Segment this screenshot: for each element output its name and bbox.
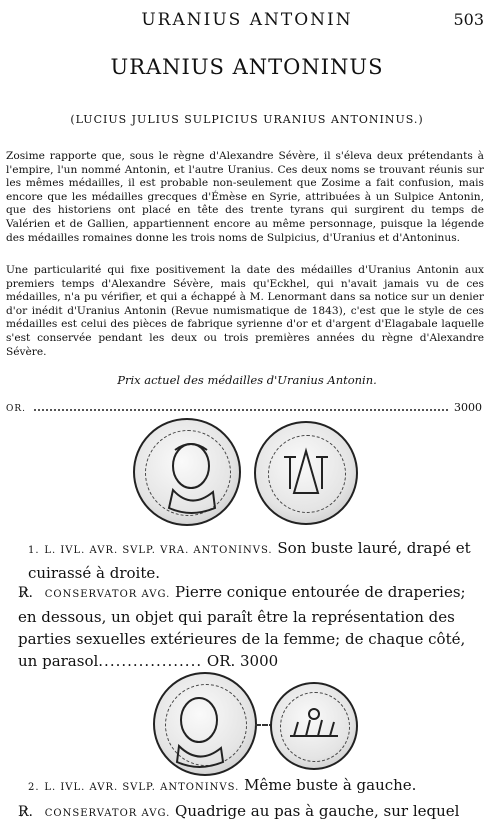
coin-2-reverse-quadriga-icon	[272, 684, 356, 768]
entry-1-reverse-legend: CONSERVATOR AVG.	[44, 589, 171, 600]
paragraph-2	[6, 264, 484, 359]
paragraph-1-text: Zosime rapporte que, sous le règne d'Alexandre Sévère, il s'éleva deux prétendants à l'empire, l'un nommé Antonin, et l'autre Uranius. Ces deux noms se trouvant réunis sur les mêmes médailles, il est probable non-seulement que Zosime a fait confusion, mais encore que les médailles grecques d'Émèse en Syrie, attribuées à un Sulpice Antonin, que des historiens ont placé en tête des trente tyrans qui surgirent du temps de Valérien et de Gallien, appartiennent encore au même personnage, puisque la légende des médailles romaines donne les trois noms de Sulpicius, d'Uranius et d'Antoninus.	[6, 150, 484, 244]
entry-1	[28, 537, 486, 584]
entry-2-description: Même buste à gauche.	[244, 776, 417, 794]
price-heading: Prix actuel des médailles d'Uranius Antonin.	[117, 373, 377, 387]
dot-leader	[34, 409, 448, 411]
entry-1-dot-leader: ..................	[98, 652, 203, 670]
coin-1-obverse-bust-icon	[135, 420, 239, 524]
coin-1-reverse-stone-icon	[256, 423, 356, 523]
entry-1-reverse-mark: R̷.	[18, 585, 33, 601]
coin-2-obverse-image	[153, 672, 257, 776]
entry-2-number: 2.	[28, 782, 40, 793]
paragraph-2-text: Une particularité qui fixe positivement la date des médailles d'Uranius Antonin aux premiers temps d'Alexandre Sévère, mais qu'Eckhel, qui n'avait jamais vu de ces médailles, n'a pu vérifier, et qui a échappé à M. Lenormant dans sa notice sur un denier d'or inédit d'Uranius Antonin (Revue numismatique de 1843), c'est que le style de ces médailles est celui des pièces de fabrique syrienne d'or et d'argent d'Elagabale laquelle s'est conservée pendant les deux ou trois premières années du règne d'Alexandre Sévère.	[6, 264, 484, 358]
entry-2-legend: L. IVL. AVR. SVLP. ANTONINVS.	[44, 782, 240, 793]
coin-2-obverse-bust-icon	[155, 674, 255, 774]
entry-1-description: Son buste lauré, drapé et cuirassé à droite.	[28, 539, 471, 582]
paragraph-1	[6, 150, 484, 245]
price-line	[6, 401, 482, 414]
entry-2-reverse	[18, 800, 488, 825]
entry-1-price: OR. 3000	[206, 652, 279, 670]
coin-1-reverse-image	[254, 421, 358, 525]
entry-2-reverse-mark: R̷.	[18, 804, 33, 820]
running-title: URANIUS ANTONIN	[141, 10, 353, 30]
entry-1-reverse-description: Pierre conique entourée de draperies; en dessous, un objet qui paraît être la représentation des parties sexuelles extérieures de la femme; de chaque côté, un parasol	[18, 583, 466, 670]
entry-2-reverse-legend: CONSERVATOR AVG.	[44, 808, 171, 819]
coin-1-obverse-image	[133, 418, 241, 526]
entry-1-reverse	[18, 581, 488, 672]
entry-1-number: 1.	[28, 545, 40, 556]
price-line-label: OR.	[6, 404, 27, 414]
running-header	[0, 10, 494, 34]
page-title: URANIUS ANTONINUS	[110, 55, 384, 79]
entry-2	[28, 774, 486, 799]
page-number: 503	[453, 10, 484, 29]
entry-2-reverse-description: Quadrige au pas à gauche, sur lequel	[175, 802, 460, 820]
page-subtitle: (LUCIUS JULIUS SULPICIUS URANIUS ANTONINUS.)	[70, 113, 424, 126]
entry-1-legend: L. IVL. AVR. SVLP. VRA. ANTONINVS.	[44, 545, 273, 556]
coin-2-reverse-image	[270, 682, 358, 770]
price-line-value: 3000	[454, 401, 482, 414]
